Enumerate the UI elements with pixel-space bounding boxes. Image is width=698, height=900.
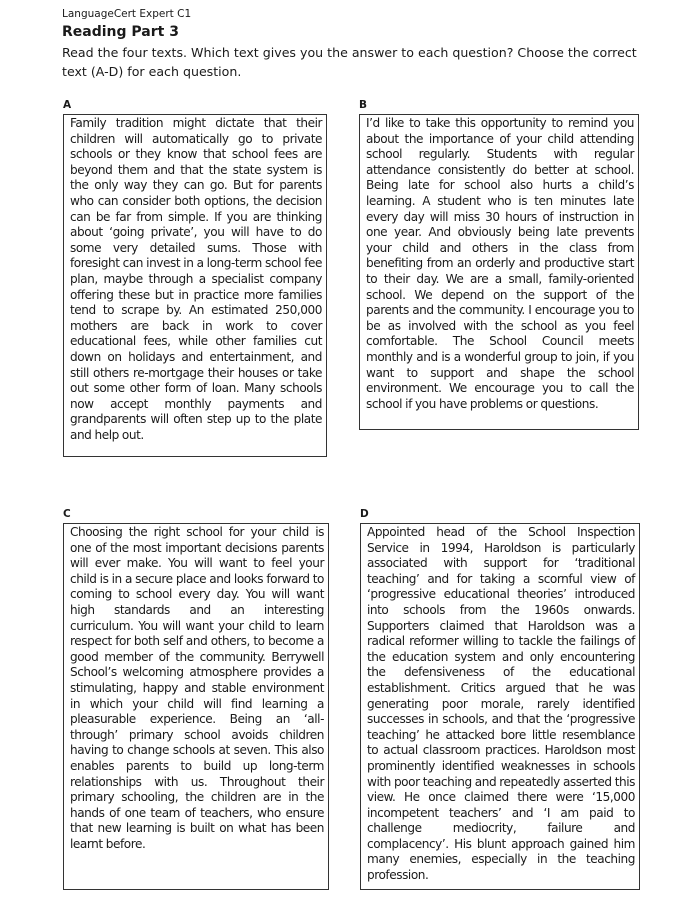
- text-a-body: Family tradition might dictate that their children will automatically go to private schools or they know that school fees are beyond them and that the state system is the only way they can go. But for parents who can consider both options, the decision can be far from simple. If you are thinking about ‘going private’, you will have to do some very detailed sums. Those with foresight can invest in a long-term school fee plan, maybe through a specialist company offering these but in practice more families tend to scrape by. An estimated 250,000 mothers are back in work to cover educational fees, while other families cut down on holidays and entertainment, and still others re-mortgage their houses or take out some other form of loan. Many schools now accept monthly payments and grandparents will often step up to the plate and help out.: [63, 114, 327, 457]
- text-d-body: Appointed head of the School Inspection Service in 1994, Haroldson is particularly associated with support for ‘traditional teaching’ and for taking a scornful view of ‘progressive educational theories’ introduced into schools from the 1960s onwards. Supporters claimed that Haroldson was a radical reformer willing to tackle the failings of the education system and only encountering the defensiveness of the educational establishment. Critics argued that he was generating poor morale, rarely identified successes in schools, and that the ‘progressive teaching’ he attacked bore little resemblance to actual classroom practices. Haroldson most prominently identified weaknesses in schools with poor teaching and repeatedly asserted this view. He once claimed there were ‘15,000 incompetent teachers’ and ‘I am paid to challenge mediocrity, failure and complacency’. His blunt approach gained him many enemies, especially in the teaching profession.: [360, 523, 640, 890]
- text-b-body: I’d like to take this opportunity to remind you about the importance of your child attending school regularly. Students with regular attendance consistently do better at school. Being late for school also hurts a child’s learning. A student who is ten minutes late every day will miss 30 hours of instruction in one year. And obviously being late prevents your child and others in the class from benefiting from an orderly and productive start to their day. We are a small, family-oriented school. We depend on the support of the parents and the community. I encourage you to be as involved with the school as you feel comfortable. The School Council meets monthly and is a wonderful group to join, if you want to support and shape the school environment. We encourage you to call the school if you have problems or questions.: [359, 114, 639, 430]
- text-c-label: C: [63, 508, 71, 520]
- text-c-body: Choosing the right school for your child is one of the most important decisions parents will ever make. You will want to feel your child is in a secure place and looks forward to coming to school every day. You will want high standards and an interesting curriculum. You will want your child to learn respect for both self and others, to become a good member of the community. Berrywell School’s welcoming atmosphere provides a stimulating, happy and stable environment in which your child will find learning a pleasurable experience. Being an ‘all-through’ primary school avoids children having to change schools at seven. This also enables parents to build up long-term relationships with us. Throughout their primary schooling, the children are in the hands of one team of teachers, who ensure that new learning is built on what has been learnt before.: [63, 523, 329, 890]
- text-a-label: A: [63, 99, 72, 111]
- text-d-label: D: [360, 508, 369, 520]
- page-title: Reading Part 3: [62, 24, 179, 40]
- instructions: Read the four texts. Which text gives you the answer to each question? Choose the correct text (A-D) for each question.: [62, 45, 637, 79]
- text-b-label: B: [359, 99, 368, 111]
- exam-name: LanguageCert Expert C1: [62, 8, 192, 20]
